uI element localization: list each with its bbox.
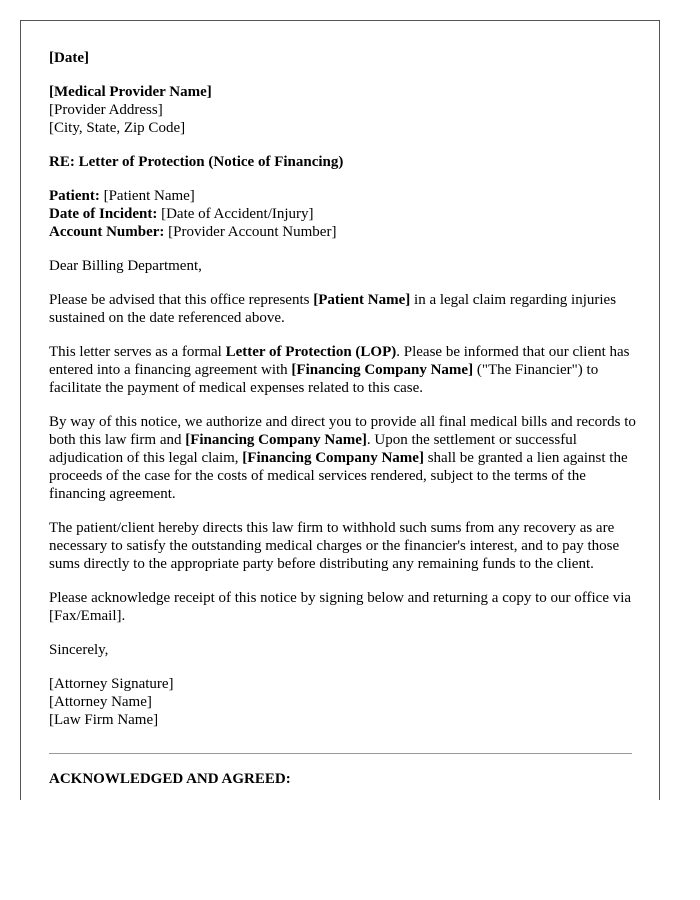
p2-text-e: ("The Financier") to facilitate the payment of medical expenses related to this case. (49, 362, 599, 396)
p2-financing-company: [Financing Company Name] (291, 362, 474, 378)
p1-patient-name: [Patient Name] (313, 292, 411, 308)
salutation: Dear Billing Department, (49, 258, 202, 274)
provider-address-block (49, 83, 639, 137)
divider (49, 753, 632, 754)
law-firm-name: [Law Firm Name] (49, 712, 159, 728)
re-line-block (49, 153, 639, 171)
account-value: [Provider Account Number] (168, 224, 337, 240)
re-line: RE: Letter of Protection (Notice of Financing) (49, 154, 344, 170)
account-label: Account Number: (49, 224, 165, 240)
p2-lop: Letter of Protection (LOP) (225, 344, 397, 360)
paragraph-acknowledge: Please acknowledge receipt of this notice by signing below and returning a copy to our office via [Fax/Email]. (49, 590, 632, 624)
attorney-signature: [Attorney Signature] (49, 676, 174, 692)
paragraph-authorization (49, 413, 639, 503)
provider-address: [Provider Address] (49, 102, 163, 118)
p2-text-c: . Please be informed that our client has entered into a financing agreement with (49, 344, 630, 378)
incident-line (49, 205, 639, 223)
letter-page (20, 20, 660, 800)
date-block (49, 49, 639, 67)
patient-line (49, 187, 639, 205)
acknowledged-heading: ACKNOWLEDGED AND AGREED: (49, 771, 291, 787)
attorney-name: [Attorney Name] (49, 694, 152, 710)
provider-name: [Medical Provider Name] (49, 84, 212, 100)
incident-label: Date of Incident: (49, 206, 158, 222)
paragraph-withhold: The patient/client hereby directs this law firm to withhold such sums from any recovery as are necessary to satisfy the outstanding medical charges or the financier's interest, and to pay those sums directly to the appropriate party before distributing any remaining funds to the client. (49, 520, 620, 572)
p3-financing-company-2: [Financing Company Name] (242, 450, 424, 466)
p1-text-c: in a legal claim regarding injuries sustained on the date referenced above. (49, 292, 617, 326)
paragraph-representation (49, 291, 639, 327)
p3-text-e: shall be granted a lien against the proceeds of the case for the costs of medical services rendered, subject to the terms of the financing agreement. (49, 450, 628, 502)
letter-body (49, 49, 639, 788)
account-line (49, 223, 639, 241)
p3-text-c: . Upon the settlement or successful adjudication of this legal claim, (49, 432, 577, 466)
provider-city-state-zip: [City, State, Zip Code] (49, 120, 186, 136)
paragraph-lop (49, 343, 639, 397)
p2-text-a: This letter serves as a formal (49, 344, 226, 360)
patient-label: Patient: (49, 188, 100, 204)
letter-date: [Date] (49, 50, 89, 66)
closing: Sincerely, (49, 642, 109, 658)
p3-text-a: By way of this notice, we authorize and direct you to provide all final medical bills and records to both this law firm and (49, 414, 636, 448)
p1-text-a: Please be advised that this office represents (49, 292, 314, 308)
case-details (49, 187, 639, 241)
incident-value: [Date of Accident/Injury] (161, 206, 314, 222)
signature-block (49, 675, 639, 729)
patient-value: [Patient Name] (103, 188, 195, 204)
p3-financing-company-1: [Financing Company Name] (185, 432, 367, 448)
